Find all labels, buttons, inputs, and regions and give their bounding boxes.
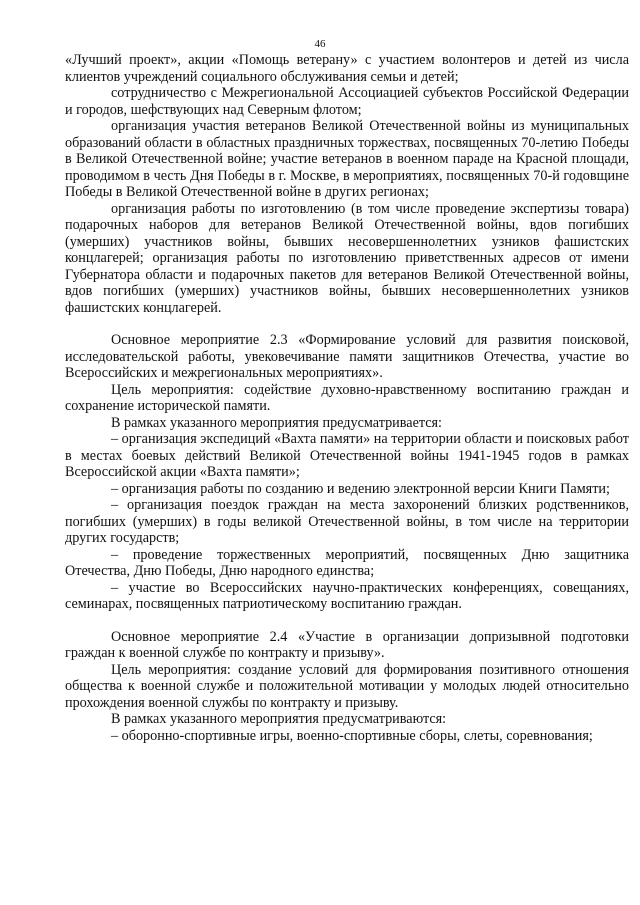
paragraph: – организация работы по созданию и ведению электронной версии Книги Памяти; [111, 480, 610, 497]
section-gap [65, 316, 629, 332]
document-body [65, 52, 629, 744]
paragraph: – организация поездок граждан на места захоронений близких родственников, погибших (умерших) в годы великой Отечественной войны, в том числе на территории других государств; [65, 497, 629, 546]
paragraph: Цель мероприятия: создание условий для формирования позитивного отношения общества к военной службе и положительной мотивации у молодых людей относительно прохождения военной службы по контракту и призыву. [65, 661, 629, 711]
paragraph: В рамках указанного мероприятия предусматриваются: [111, 711, 447, 727]
paragraph: организация участия ветеранов Великой Отечественной войны из муниципальных образований области в областных праздничных торжествах, посвященных 70-летию Победы в Великой Отечественной войне; участие ветеранов в военном параде на Красной площади, проводимом в честь Дня Победы в г. Москве, в мероприятиях, посвященных 70-й годовщине Победы в Великой Отечественной войне в других регионах; [65, 118, 629, 200]
paragraph: В рамках указанного мероприятия предусматривается: [111, 414, 443, 431]
paragraph: – организация экспедиций «Вахта памяти» на территории области и поисковых работ в местах боевых действий Великой Отечественной войны 1941-1945 годов в рамках Всероссийской акции «Вахта памяти»; [65, 431, 629, 480]
paragraph: «Лучший проект», акции «Помощь ветерану» с участием волонтеров и детей из числа клиентов учреждений социального обслуживания семьи и детей; [65, 52, 629, 85]
paragraph: Цель мероприятия: содействие духовно-нравственному воспитанию граждан и сохранение исторической памяти. [65, 381, 629, 414]
paragraph: – проведение торжественных мероприятий, посвященных Дню защитника Отечества, Дню Победы, Дню народного единства; [65, 546, 629, 579]
paragraph: Основное мероприятие 2.4 «Участие в организации допризывной подготовки граждан к военной службе по контракту и призыву». [65, 628, 629, 661]
paragraph: сотрудничество с Межрегиональной Ассоциацией субъектов Российской Федерации и городов, шефствующих над Северным флотом; [65, 85, 629, 118]
section-gap [65, 613, 629, 629]
paragraph: Основное мероприятие 2.3 «Формирование условий для развития поисковой, исследовательской работы, увековечивание памяти защитников Отечества, участие во Всероссийских и межрегиональных мероприятиях». [65, 332, 629, 381]
paragraph: – участие во Всероссийских научно-практических конференциях, совещаниях, семинарах, посвященных патриотическому воспитанию граждан. [65, 579, 629, 612]
page-number: 46 [314, 38, 326, 50]
paragraph: организация работы по изготовлению (в том числе проведение экспертизы товара) подарочных наборов для ветеранов Великой Отечественной войны, вдов погибших (умерших) участников войны, бывших несовершеннолетних узников фашистских концлагерей; организация работы по изготовлению приветственных адресов от имени Губернатора области и подарочных пакетов для ветеранов Великой Отечественной войны, вдов погибших (умерших) участников войны, бывших несовершеннолетних узников фашистских концлагерей. [65, 200, 629, 316]
paragraph: – оборонно-спортивные игры, военно-спортивные сборы, слеты, соревнования; [111, 727, 593, 744]
